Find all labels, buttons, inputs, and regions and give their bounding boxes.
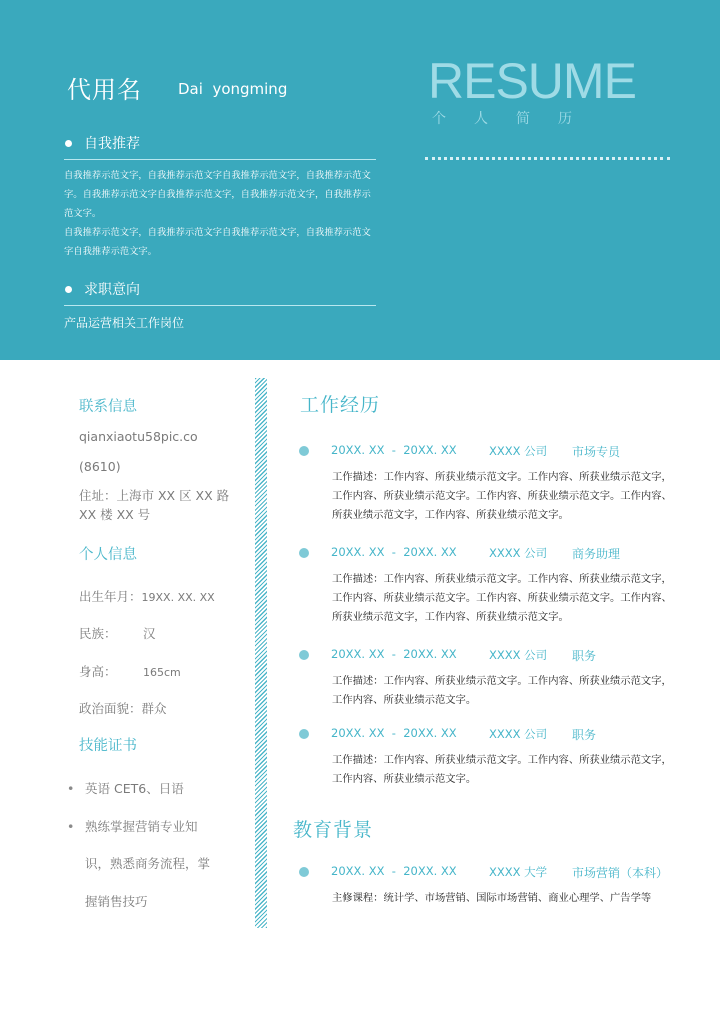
education-dates: 20XX. XX - 20XX. XX [331, 864, 457, 878]
personal-label: 民族： [79, 626, 117, 641]
work-position: 商务助理 [572, 547, 621, 561]
contact-address-line2: XX 楼 XX 号 [79, 507, 151, 522]
timeline-dot-icon [299, 446, 309, 456]
timeline-dot-icon [299, 650, 309, 660]
bullet-icon: • [67, 781, 75, 796]
contact-title: 联系信息 [79, 399, 137, 415]
work-position: 市场专员 [572, 445, 621, 459]
work-item [297, 645, 677, 710]
resume-subtitle: 个人简历 [432, 111, 600, 127]
work-item [297, 441, 677, 525]
bullet-icon: • [67, 819, 75, 834]
contact-address-line1: 住址：上海市 XX 区 XX 路 [79, 488, 230, 503]
section-rule [64, 159, 376, 160]
personal-value: 165cm [143, 666, 181, 679]
resume-title: RESUME [428, 53, 636, 109]
work-description: 工作描述：工作内容、所获业绩示范文字。工作内容、所获业绩示范文字，工作内容、所获业绩示范文字。工作内容、所获业绩示范文字。工作内容、所获业绩示范文字，工作内容、所获业绩示范文字。 [332, 471, 672, 521]
personal-height [79, 662, 181, 683]
work-item [297, 543, 677, 627]
work-title: 工作经历 [300, 394, 381, 416]
dotted-divider [425, 157, 670, 160]
personal-political [79, 699, 167, 719]
skill-item-continued: 握销售技巧 [85, 894, 148, 909]
education-major: 市场营销（本科） [572, 866, 669, 880]
header-banner [0, 0, 720, 360]
work-dates: 20XX. XX - 20XX. XX [331, 726, 457, 740]
name-english: Dai yongming [178, 80, 288, 98]
work-company: XXXX 公司 [489, 546, 548, 560]
work-dates: 20XX. XX - 20XX. XX [331, 647, 457, 661]
education-courses: 主修课程：统计学、市场营销、国际市场营销、商业心理学、广告学等 [332, 892, 652, 904]
contact-phone: (8610) [79, 459, 121, 474]
work-item [297, 724, 677, 789]
personal-value: 19XX. XX. XX [141, 591, 215, 604]
personal-label: 政治面貌： [79, 701, 142, 716]
work-description: 工作描述：工作内容、所获业绩示范文字。工作内容、所获业绩示范文字，工作内容、所获业绩示范文字。 [332, 675, 672, 706]
self-intro-section [64, 132, 376, 261]
skills-title: 技能证书 [79, 738, 137, 754]
work-company: XXXX 公司 [489, 727, 548, 741]
self-intro-paragraph: 自我推荐示范文字，自我推荐示范文字自我推荐示范文字，自我推荐示范文字自我推荐示范文字。 [64, 227, 371, 257]
bullet-dot-icon [65, 140, 72, 147]
work-description: 工作描述：工作内容、所获业绩示范文字。工作内容、所获业绩示范文字，工作内容、所获业绩示范文字。工作内容、所获业绩示范文字。工作内容、所获业绩示范文字，工作内容、所获业绩示范文字。 [332, 573, 672, 623]
personal-birth [79, 587, 215, 608]
work-dates: 20XX. XX - 20XX. XX [331, 545, 457, 559]
personal-value: 群众 [141, 701, 167, 716]
timeline-dot-icon [299, 867, 309, 877]
skill-item: • 熟练掌握营销专业知 [67, 819, 198, 834]
name-chinese: 代用名 [67, 76, 142, 104]
work-position: 职务 [572, 728, 597, 742]
education-title: 教育背景 [293, 819, 374, 841]
work-company: XXXX 公司 [489, 648, 548, 662]
objective-section [64, 278, 376, 331]
work-position: 职务 [572, 649, 597, 663]
education-item [297, 862, 677, 908]
objective-value: 产品运营相关工作岗位 [64, 316, 185, 330]
work-company: XXXX 公司 [489, 444, 548, 458]
education-school: XXXX 大学 [489, 865, 548, 879]
personal-label: 出生年月： [79, 589, 142, 604]
personal-ethnicity [79, 624, 156, 644]
personal-value: 汉 [143, 626, 156, 641]
timeline-dot-icon [299, 548, 309, 558]
skill-item-continued: 识，熟悉商务流程，掌 [85, 856, 211, 871]
work-description: 工作描述：工作内容、所获业绩示范文字。工作内容、所获业绩示范文字，工作内容、所获业绩示范文字。 [332, 754, 672, 785]
skill-item: • 英语 CET6、日语 [67, 781, 184, 796]
self-intro-paragraph: 自我推荐示范文字，自我推荐示范文字自我推荐示范文字，自我推荐示范文字。自我推荐示范文字自我推荐示范文字，自我推荐示范文字，自我推荐示范文字。 [64, 170, 371, 219]
objective-title: 求职意向 [84, 282, 140, 298]
timeline-dot-icon [299, 729, 309, 739]
self-intro-title: 自我推荐 [84, 136, 140, 152]
contact-email: qianxiaotu58pic.co [79, 429, 198, 444]
personal-title: 个人信息 [79, 547, 137, 563]
work-dates: 20XX. XX - 20XX. XX [331, 443, 457, 457]
section-rule [64, 305, 376, 306]
bullet-dot-icon [65, 286, 72, 293]
striped-divider [255, 378, 267, 928]
personal-label: 身高： [79, 664, 117, 679]
